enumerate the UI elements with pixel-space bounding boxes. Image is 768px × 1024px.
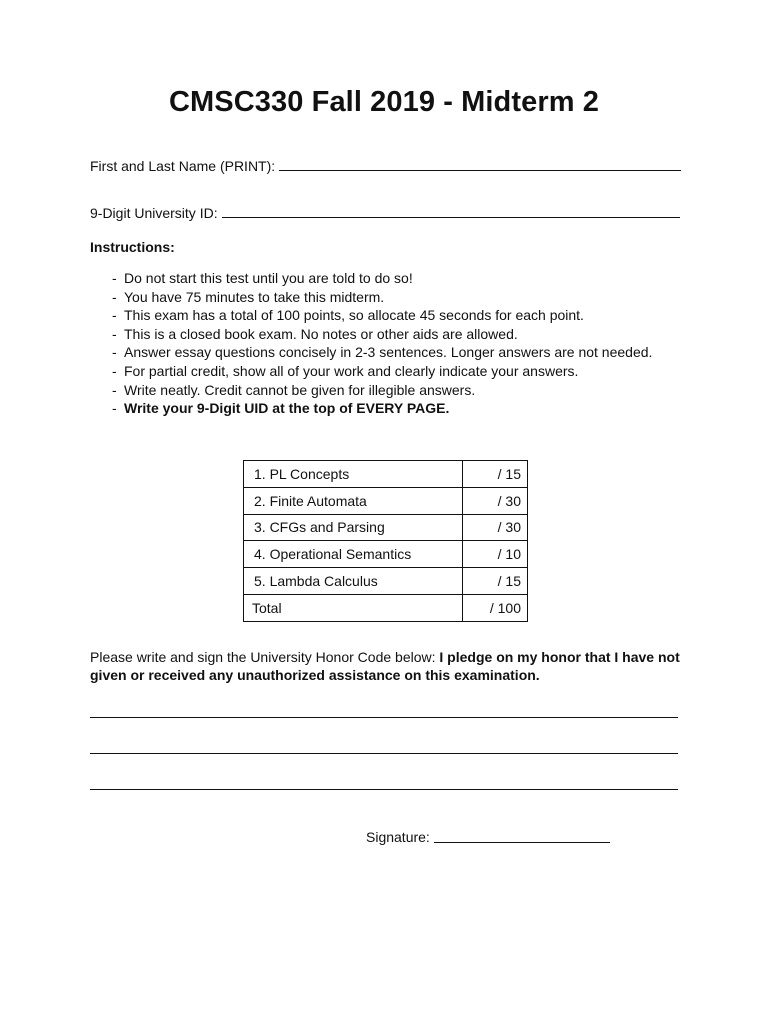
table-row: [244, 487, 528, 514]
question-cell: 1. PL Concepts: [244, 461, 463, 488]
name-field-row: [90, 158, 681, 174]
uid-field-row: [90, 205, 680, 221]
honor-code-write-line[interactable]: [90, 753, 678, 754]
page-title: CMSC330 Fall 2019 - Midterm 2: [169, 86, 599, 118]
total-label-cell: Total: [244, 594, 463, 621]
signature-line[interactable]: [434, 842, 610, 843]
score-table: [243, 460, 528, 622]
honor-code-prompt: Please write and sign the University Honor Code below:: [90, 649, 440, 665]
table-row: [244, 461, 528, 488]
honor-code-pledge: I pledge on my honor that I have not given or received any unauthorized assistance on this examination.: [90, 649, 680, 683]
instruction-item: - Answer essay questions concisely in 2-3 sentences. Longer answers are not needed.: [112, 344, 653, 361]
uid-field-label: 9-Digit University ID:: [90, 205, 218, 221]
signature-row: [366, 829, 610, 845]
table-row: [244, 541, 528, 568]
question-cell: 3. CFGs and Parsing: [244, 514, 463, 541]
question-cell: 5. Lambda Calculus: [244, 568, 463, 595]
name-field-line[interactable]: [279, 169, 681, 171]
table-row: [244, 514, 528, 541]
honor-code-paragraph: [90, 648, 690, 684]
honor-code-write-line[interactable]: [90, 717, 678, 718]
points-cell: / 30: [463, 514, 528, 541]
points-cell: / 30: [463, 487, 528, 514]
signature-label: Signature:: [366, 829, 430, 845]
instruction-item: - You have 75 minutes to take this midterm.: [112, 288, 385, 305]
total-points-cell: / 100: [463, 594, 528, 621]
points-cell: / 15: [463, 461, 528, 488]
instruction-item: - For partial credit, show all of your work and clearly indicate your answers.: [112, 362, 579, 379]
points-cell: / 15: [463, 568, 528, 595]
instructions-list: [112, 269, 652, 418]
instruction-item: - This is a closed book exam. No notes or other aids are allowed.: [112, 325, 518, 342]
honor-code-write-line[interactable]: [90, 789, 678, 790]
question-cell: 2. Finite Automata: [244, 487, 463, 514]
points-cell: / 10: [463, 541, 528, 568]
name-field-label: First and Last Name (PRINT):: [90, 158, 276, 174]
question-cell: 4. Operational Semantics: [244, 541, 463, 568]
uid-field-line[interactable]: [222, 216, 680, 218]
table-row: [244, 568, 528, 595]
instruction-item: - Do not start this test until you are told to do so!: [112, 270, 413, 286]
instruction-item-uid: - Write your 9-Digit UID at the top of EVERY PAGE.: [112, 400, 450, 417]
instruction-item: - Write neatly. Credit cannot be given for illegible answers.: [112, 381, 476, 398]
instructions-heading: Instructions:: [90, 239, 175, 255]
table-total-row: [244, 594, 528, 621]
instruction-item: - This exam has a total of 100 points, so allocate 45 seconds for each point.: [112, 307, 584, 324]
